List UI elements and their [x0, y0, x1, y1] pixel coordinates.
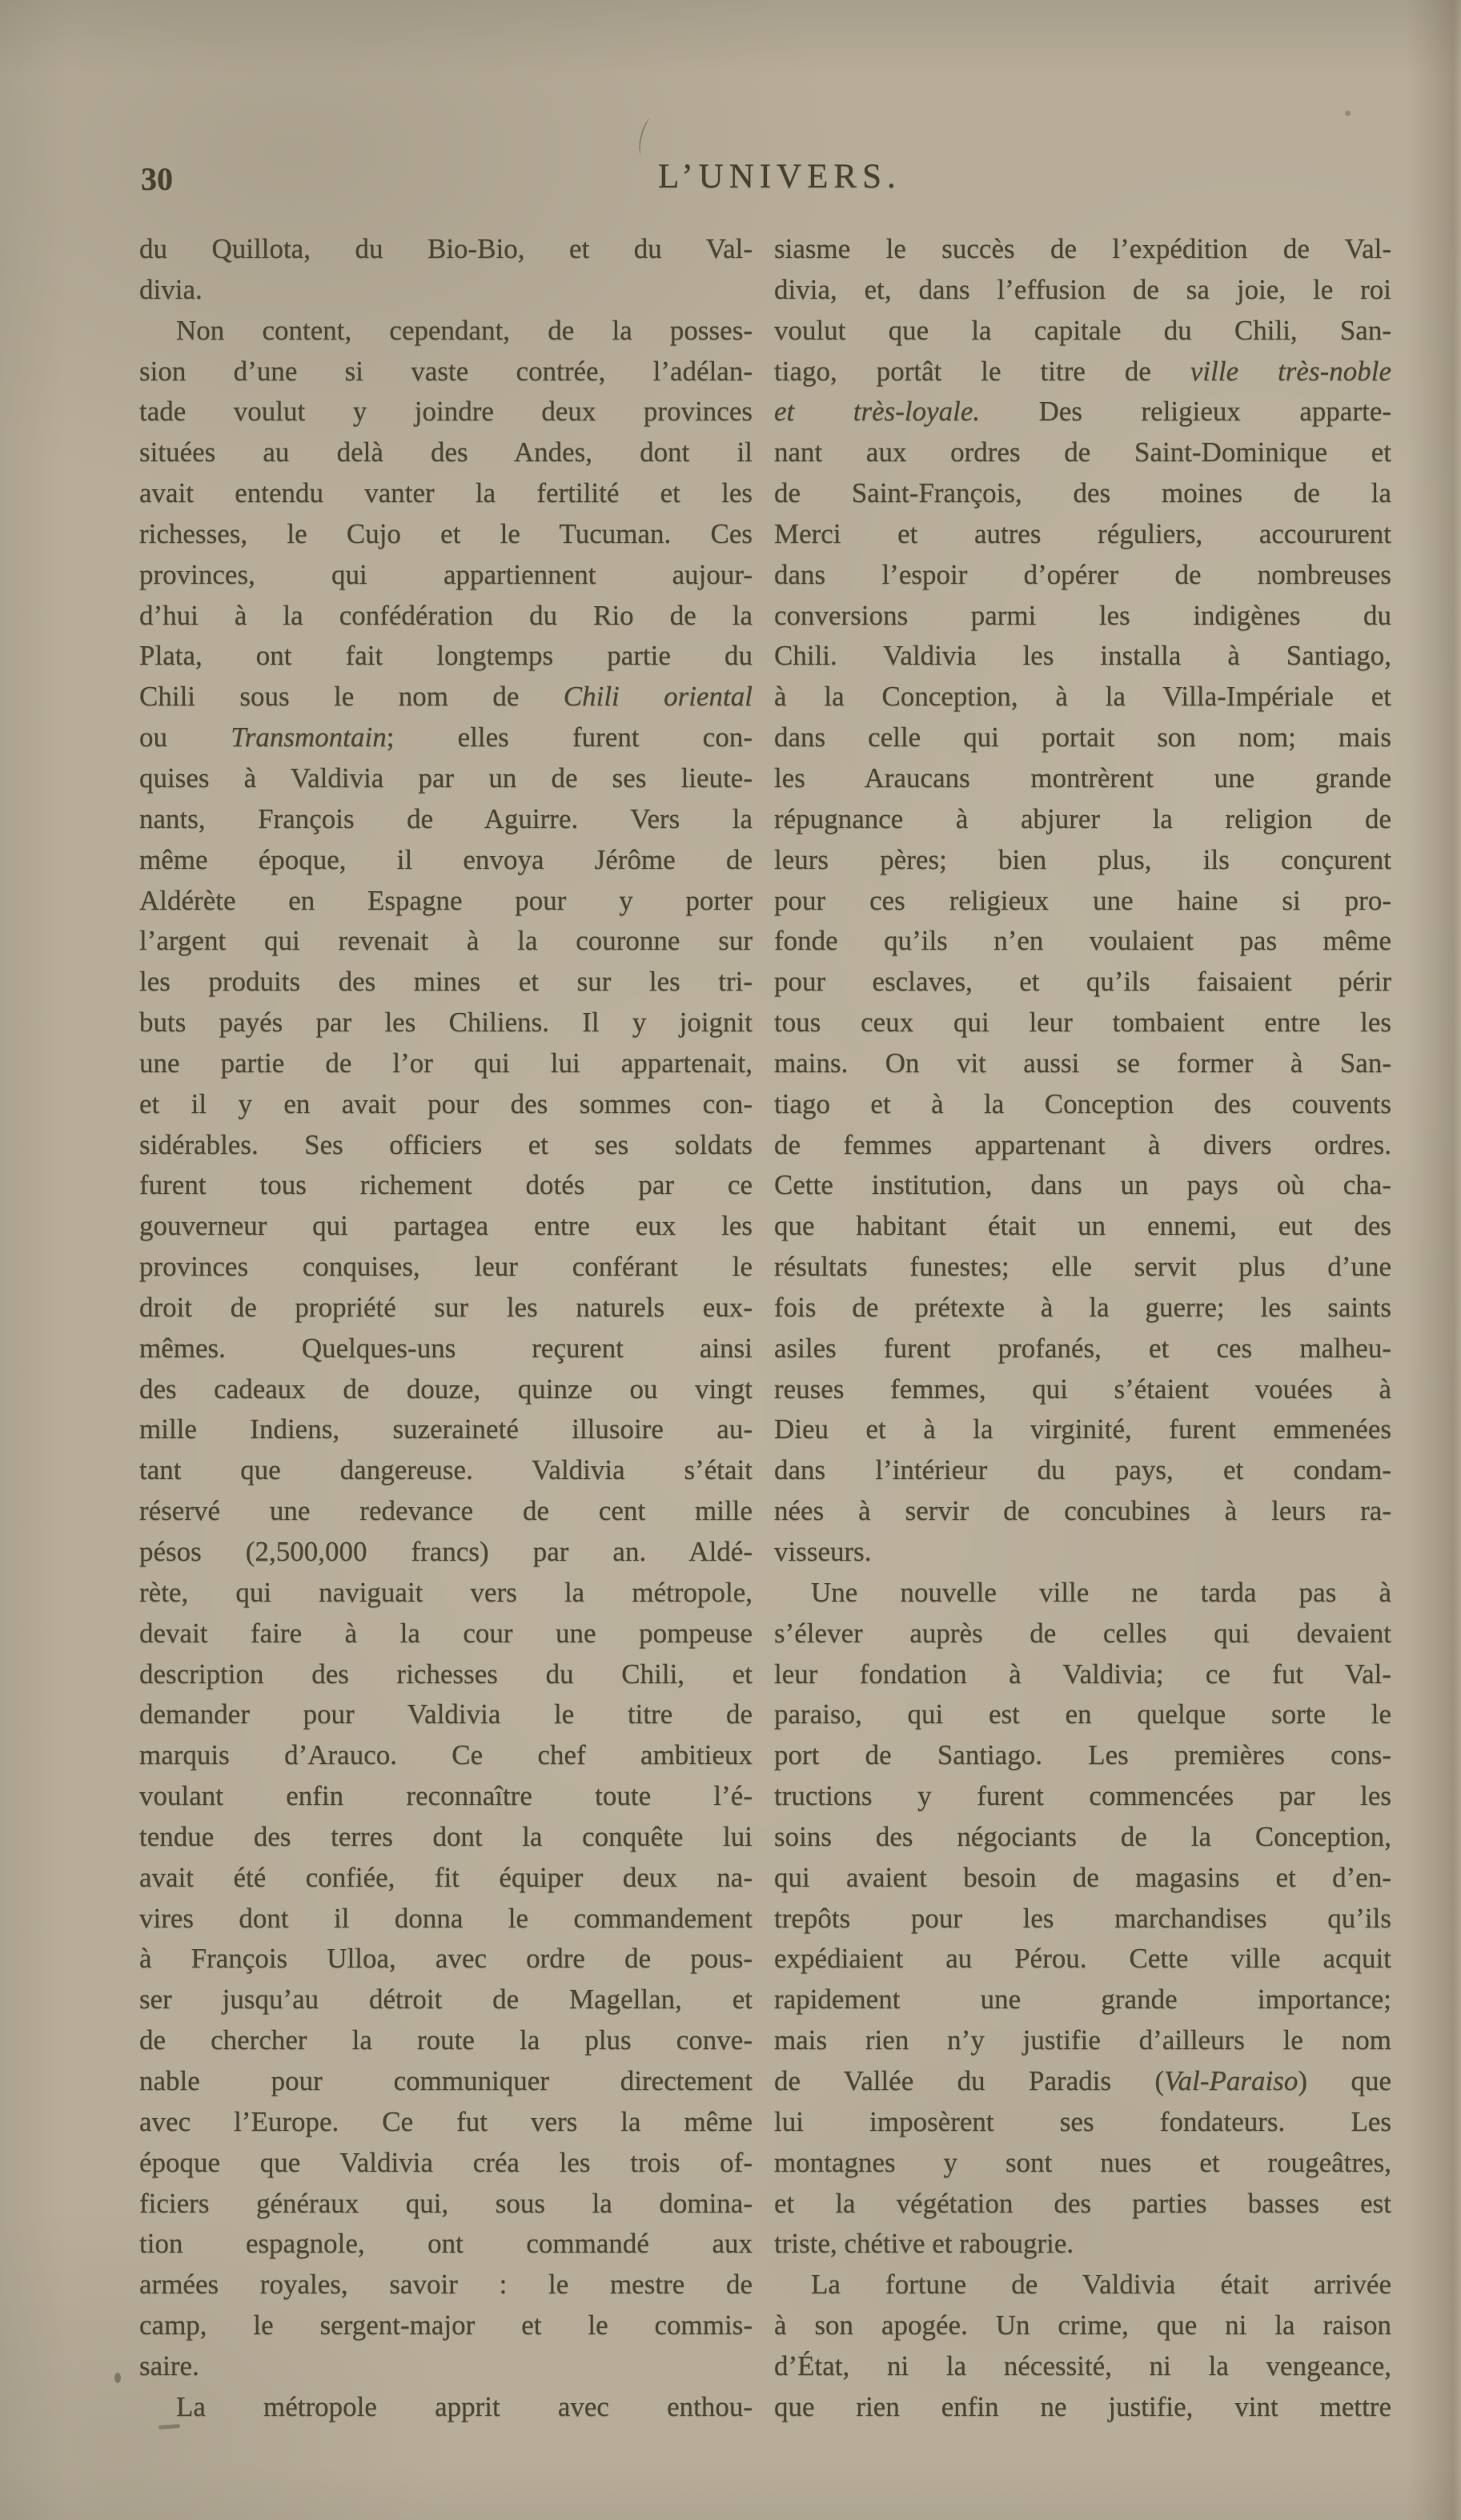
text-line: dans l’intérieur du pays, et condam- [774, 1454, 1391, 1486]
text-line: tion espagnole, ont commandé aux [139, 2228, 753, 2260]
text-line: même époque, il envoya Jérôme de [139, 843, 753, 875]
scan-speck [114, 2373, 121, 2383]
text-line: les produits des mines et sur les tri- [139, 966, 753, 998]
text-line: montagnes y sont nues et rougeâtres, [774, 2146, 1391, 2178]
text-line: pésos (2,500,000 francs) par an. Aldé- [139, 1536, 753, 1567]
text-column-right [774, 229, 1391, 2428]
text-line: expédiaient au Pérou. Cette ville acquit [774, 1943, 1391, 1975]
text-line: fonde qu’ils n’en voulaient pas même [774, 925, 1391, 957]
text-line: d’État, ni la nécessité, ni la vengeance, [774, 2349, 1391, 2381]
text-line: furent tous richement dotés par ce [139, 1169, 753, 1201]
text-line: leurs pères; bien plus, ils conçurent [774, 843, 1391, 875]
text-line: devait faire à la cour une pompeuse [139, 1617, 753, 1649]
text-line: voulant enfin reconnaître toute l’é- [139, 1780, 753, 1812]
text-line: mains. On vit aussi se former à San- [774, 1047, 1391, 1079]
text-line: quises à Valdivia par un de ses lieute- [139, 762, 753, 794]
text-line: de chercher la route la plus conve- [139, 2024, 753, 2056]
text-line: droit de propriété sur les naturels eux- [139, 1291, 753, 1323]
text-line: leur fondation à Valdivia; ce fut Val- [774, 1658, 1391, 1690]
text-line: pour esclaves, et qu’ils faisaient périr [774, 966, 1391, 998]
text-line: et très-loyale. Des religieux apparte- [774, 396, 1392, 428]
text-line: gouverneur qui partagea entre eux les [139, 1210, 753, 1242]
text-line: conversions parmi les indigènes du [774, 599, 1391, 631]
text-column-left [139, 229, 753, 2428]
text-line: dans celle qui portait son nom; mais [774, 721, 1391, 754]
text-line: mais rien n’y justifie d’ailleurs le nom [774, 2024, 1391, 2056]
text-line: pour ces religieux une haine si pro- [774, 884, 1391, 916]
text-line: à la Conception, à la Villa-Impériale et [774, 681, 1391, 713]
text-line: une partie de l’or qui lui appartenait, [139, 1047, 753, 1079]
text-line: divia. [139, 273, 203, 305]
text-line: demander pour Valdivia le titre de [139, 1698, 753, 1730]
text-line: les Araucans montrèrent une grande [774, 762, 1391, 794]
text-line: Une nouvelle ville ne tarda pas à [811, 1576, 1391, 1608]
text-line: divia, et, dans l’effusion de sa joie, le roi [774, 273, 1391, 305]
text-line: nées à servir de concubines à leurs ra- [774, 1495, 1391, 1527]
text-line: et il y en avait pour des sommes con- [139, 1087, 753, 1119]
scan-fiber-mark [636, 118, 656, 156]
text-line: tant que dangereuse. Valdivia s’était [139, 1454, 753, 1486]
text-line: sion d’une si vaste contrée, l’adélan- [139, 355, 753, 387]
text-line: Chili. Valdivia les installa à Santiago, [774, 640, 1391, 672]
text-line: Aldérète en Espagne pour y porter [139, 884, 753, 916]
text-line: La métropole apprit avec enthou- [176, 2390, 753, 2422]
text-line: provinces, qui appartiennent aujour- [139, 558, 753, 590]
text-line: La fortune de Valdivia était arrivée [811, 2269, 1391, 2301]
text-line: tiago et à la Conception des couvents [774, 1087, 1391, 1119]
text-line: tiago, portât le titre de ville très-noble [774, 355, 1391, 387]
text-line: nant aux ordres de Saint-Dominique et [774, 436, 1391, 468]
text-line: ou Transmontain; elles furent con- [139, 721, 753, 754]
text-line: de femmes appartenant à divers ordres. [774, 1128, 1391, 1160]
text-line: avait entendu vanter la fertilité et les [139, 477, 753, 509]
text-line: tous ceux qui leur tombaient entre les [774, 1007, 1391, 1039]
text-line: asiles furent profanés, et ces malheu- [774, 1332, 1391, 1364]
text-line: à François Ulloa, avec ordre de pous- [139, 1943, 753, 1975]
text-line: voulut que la capitale du Chili, San- [774, 314, 1391, 346]
text-line: à son apogée. Un crime, que ni la raison [774, 2309, 1391, 2341]
text-line: armées royales, savoir : le mestre de [139, 2269, 753, 2301]
text-line: triste, chétive et rabougrie. [774, 2228, 1074, 2260]
text-line: que rien enfin ne justifie, vint mettre [774, 2390, 1391, 2422]
text-line: avait été confiée, fit équiper deux na- [139, 1861, 753, 1893]
text-line: rapidement une grande importance; [774, 1983, 1391, 2016]
text-line: tade voulut y joindre deux provinces [139, 396, 753, 428]
text-line: réservé une redevance de cent mille [139, 1495, 753, 1527]
text-line: vires dont il donna le commandement [139, 1902, 753, 1934]
text-line: description des richesses du Chili, et [139, 1658, 753, 1690]
text-line: paraiso, qui est en quelque sorte le [774, 1698, 1391, 1730]
text-line: fois de prétexte à la guerre; les saints [774, 1291, 1391, 1323]
text-line: reuses femmes, qui s’étaient vouées à [774, 1373, 1391, 1405]
text-line: ser jusqu’au détroit de Magellan, et [139, 1983, 753, 2016]
text-line: de Vallée du Paradis (Val-Paraiso) que [774, 2064, 1391, 2096]
text-line: de Saint-François, des moines de la [774, 477, 1391, 509]
stray-ink-mark [159, 2424, 180, 2430]
text-line: dans l’espoir d’opérer de nombreuses [774, 558, 1391, 590]
text-line: visseurs. [774, 1536, 872, 1567]
text-line: mille Indiens, suzeraineté illusoire au- [139, 1413, 753, 1445]
text-line: tructions y furent commencées par les [774, 1780, 1391, 1812]
text-line: Cette institution, dans un pays où cha- [774, 1169, 1391, 1201]
scan-speck [448, 240, 452, 244]
text-line: qui avaient besoin de magasins et d’en- [774, 1861, 1391, 1893]
text-line: camp, le sergent-major et le commis- [139, 2309, 753, 2341]
text-line: situées au delà des Andes, dont il [139, 436, 753, 468]
text-line: trepôts pour les marchandises qu’ils [774, 1902, 1391, 1934]
text-line: répugnance à abjurer la religion de [774, 802, 1391, 834]
text-line: Dieu et à la virginité, furent emmenées [774, 1413, 1391, 1445]
text-line: résultats funestes; elle servit plus d’une [774, 1251, 1391, 1283]
page-number: 30 [141, 161, 173, 197]
text-line: rète, qui naviguait vers la métropole, [139, 1576, 753, 1608]
text-line: buts payés par les Chiliens. Il y joignit [139, 1007, 753, 1039]
text-line: du Quillota, du Bio-Bio, et du Val- [139, 233, 753, 264]
text-line: siasme le succès de l’expédition de Val- [774, 233, 1391, 264]
text-line: port de Santiago. Les premières cons- [774, 1739, 1391, 1771]
text-line: provinces conquises, leur conférant le [139, 1251, 753, 1283]
text-line: Plata, ont fait longtemps partie du [139, 640, 753, 672]
text-line: tendue des terres dont la conquête lui [139, 1820, 753, 1852]
text-line: et la végétation des parties basses est [774, 2187, 1391, 2219]
text-line: ficiers généraux qui, sous la domina- [139, 2187, 753, 2219]
text-line: lui imposèrent ses fondateurs. Les [774, 2105, 1391, 2137]
text-line: richesses, le Cujo et le Tucuman. Ces [139, 517, 753, 549]
text-line: Chili sous le nom de Chili oriental [139, 681, 753, 713]
text-line: avec l’Europe. Ce fut vers la même [139, 2105, 753, 2137]
text-line: des cadeaux de douze, quinze ou vingt [139, 1373, 753, 1405]
scan-speck [1345, 111, 1351, 116]
text-line: nants, François de Aguirre. Vers la [139, 802, 753, 834]
text-line: l’argent qui revenait à la couronne sur [139, 925, 753, 957]
page-right-edge-shadow [1407, 0, 1461, 2520]
text-line: d’hui à la confédération du Rio de la [139, 599, 753, 631]
text-line: nable pour communiquer directement [139, 2064, 753, 2096]
text-line: s’élever auprès de celles qui devaient [774, 1617, 1391, 1649]
running-title: L’UNIVERS. [658, 158, 901, 195]
text-line: époque que Valdivia créa les trois of- [139, 2146, 753, 2178]
text-line: Merci et autres réguliers, accoururent [774, 517, 1391, 549]
text-line: sidérables. Ses officiers et ses soldats [139, 1128, 753, 1160]
text-line: soins des négociants de la Conception, [774, 1820, 1391, 1852]
text-line: marquis d’Arauco. Ce chef ambitieux [139, 1739, 753, 1771]
text-line: saire. [139, 2349, 199, 2381]
text-line: Non content, cependant, de la posses- [176, 314, 753, 346]
text-line: mêmes. Quelques-uns reçurent ainsi [139, 1332, 753, 1364]
text-line: que habitant était un ennemi, eut des [774, 1210, 1391, 1242]
